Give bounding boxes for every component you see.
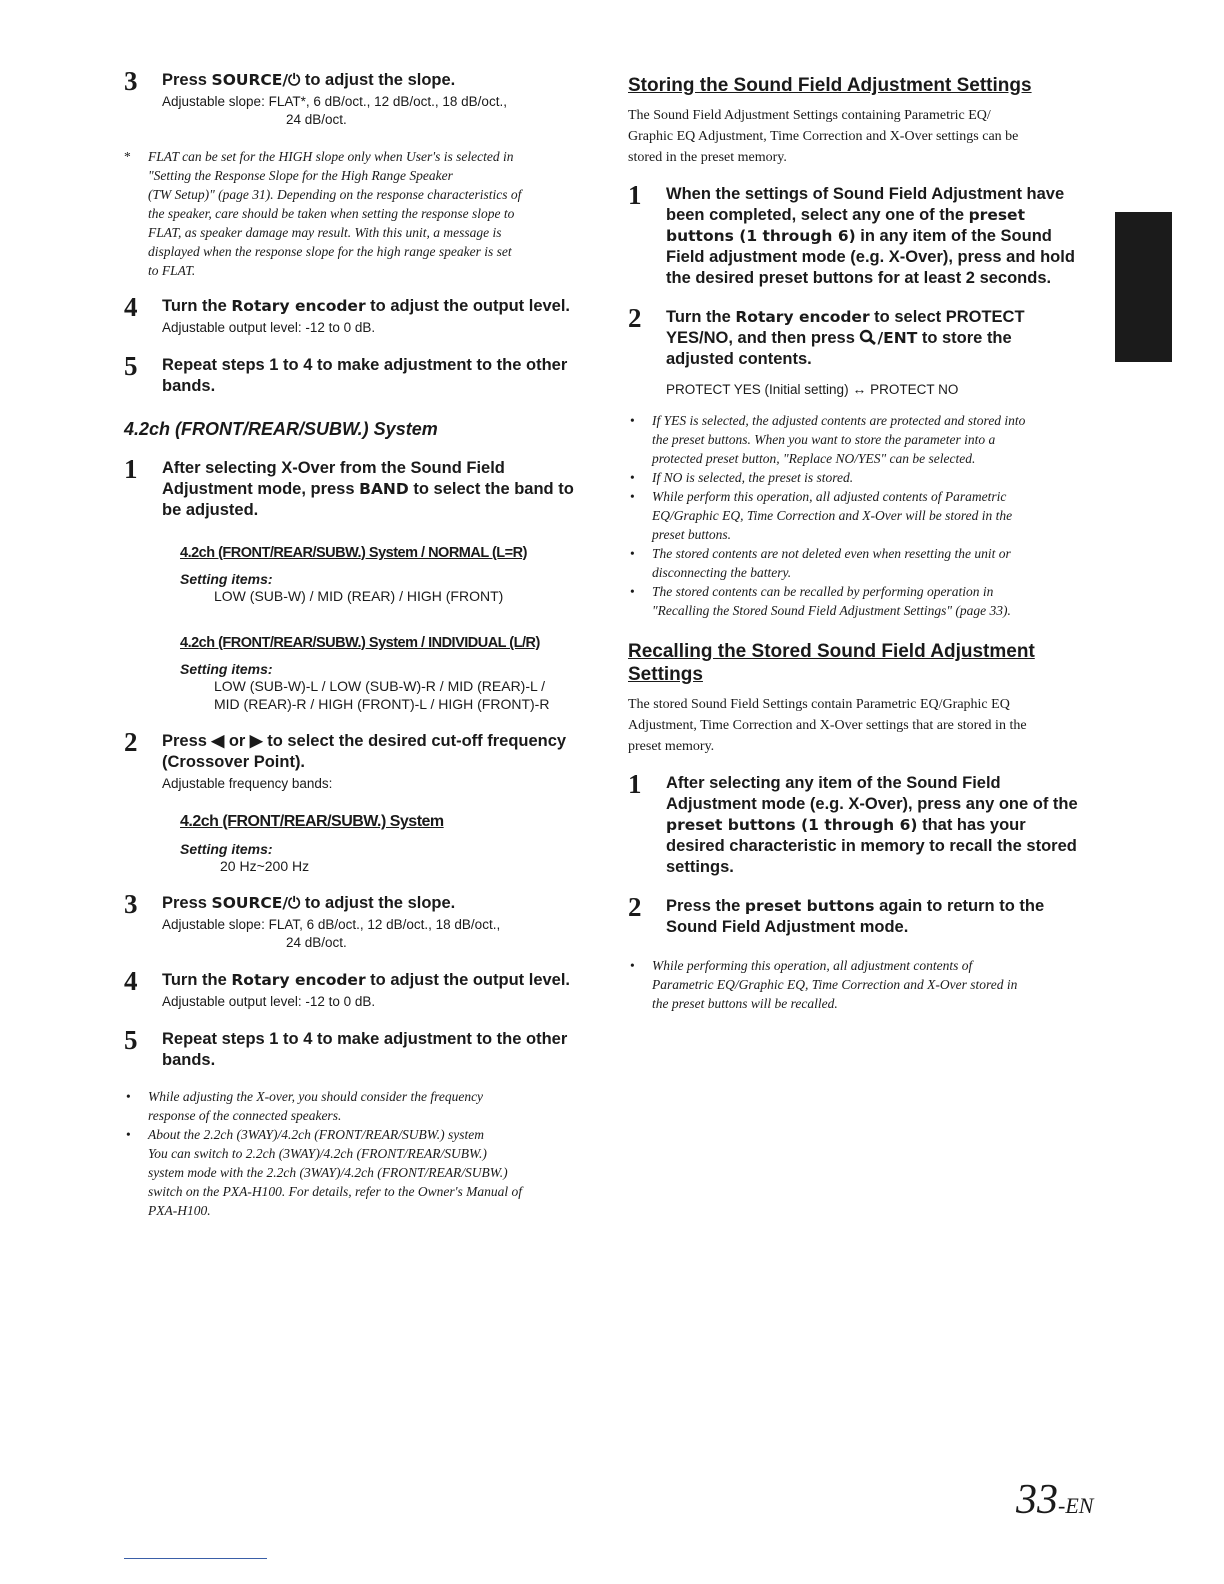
left-arrow-icon: ◀ xyxy=(211,732,225,750)
step-title: Repeat steps 1 to 4 to make adjustment to the other bands. xyxy=(162,356,568,395)
footer-divider xyxy=(124,1558,267,1559)
page-number: 33-EN xyxy=(1016,1477,1094,1523)
step-title: Turn the Rotary encoder to adjust the output level. xyxy=(162,297,571,315)
list-item: • If NO is selected, the preset is stored. xyxy=(628,468,1100,487)
preset-buttons-key: preset buttons (1 through 6) xyxy=(666,816,918,834)
power-icon: ⏻ xyxy=(288,894,301,912)
list-item: • While perform this operation, all adjusted contents of Parametric EQ/Graphic EQ, Time Correction and X-Over will be stored in the preset buttons. xyxy=(628,487,1100,544)
left-column xyxy=(124,66,604,1220)
list-item: • While adjusting the X-over, you should consider the frequency response of the connected speakers. xyxy=(124,1087,604,1125)
individual-heading: 4.2ch (FRONT/REAR/SUBW.) System / INDIVIDUAL (L/R) xyxy=(180,635,540,651)
step-detail: Adjustable output level: -12 to 0 dB. xyxy=(162,320,376,335)
step-number: 4 xyxy=(124,966,138,996)
step-number: 2 xyxy=(628,303,642,333)
list-item: • If YES is selected, the adjusted contents are protected and stored into the preset buttons. When you want to store the parameter into a protected preset button, "Replace NO/YES" can be selected. xyxy=(628,411,1100,468)
step-4-output-level xyxy=(124,966,604,1011)
preset-key: preset xyxy=(968,206,1025,224)
setting-items-value: LOW (SUB-W) / MID (REAR) / HIGH (FRONT) xyxy=(214,588,504,604)
recalling-step-2 xyxy=(628,892,1100,938)
source-key: SOURCE/ xyxy=(211,71,289,89)
preset-buttons-key: preset buttons xyxy=(744,897,875,915)
step-5-repeat xyxy=(124,351,604,397)
rotary-encoder-key: Rotary encoder xyxy=(231,297,366,315)
step-title: Press ◀ or ▶ to select the desired cut-off frequency (Crossover Point). xyxy=(162,732,567,771)
step-3-slope xyxy=(124,889,604,952)
list-item: • The stored contents can be recalled by performing operation in "Recalling the Stored Sound Field Adjustment Settings" (page 33). xyxy=(628,582,1100,620)
storing-heading: Storing the Sound Field Adjustment Settings xyxy=(628,75,1032,96)
step-number: 2 xyxy=(124,727,138,757)
step-detail: PROTECT YES (Initial setting) ↔ PROTECT NO xyxy=(666,381,959,397)
storing-step-2 xyxy=(628,303,1100,399)
step-detail: Adjustable frequency bands: xyxy=(162,776,333,791)
storing-body: The Sound Field Adjustment Settings containing Parametric EQ/ Graphic EQ Adjustment, Time Correction and X-Over settings can be stored in the preset memory. xyxy=(628,108,1019,165)
step-title: After selecting X-Over from the Sound Field Adjustment mode, press BAND to select the band to be adjusted. xyxy=(162,459,574,519)
list-item: • The stored contents are not deleted even when resetting the unit or disconnecting the battery. xyxy=(628,544,1100,582)
step-detail: Adjustable output level: -12 to 0 dB. xyxy=(162,994,376,1009)
step-title: Turn the Rotary encoder to adjust the output level. xyxy=(162,971,571,989)
recalling-heading: Recalling the Stored Sound Field Adjustment Settings xyxy=(628,641,1035,685)
recalling-notes-list xyxy=(628,956,1100,1013)
normal-block xyxy=(124,545,604,605)
list-item: • About the 2.2ch (3WAY)/4.2ch (FRONT/REAR/SUBW.) system You can switch to 2.2ch (3WAY)/4.2ch (FRONT/REAR/SUBW.) system mode with the 2.2ch (3WAY)/4.2ch (FRONT/REAR/SUBW.) switch on the PXA-H100. For details, refer to the Owner's Manual of PXA-H100. xyxy=(124,1125,604,1220)
step-number: 1 xyxy=(628,180,642,210)
step-number: 3 xyxy=(124,889,138,919)
step-number: 4 xyxy=(124,292,138,322)
recalling-body: The stored Sound Field Settings contain Parametric EQ/Graphic EQ Adjustment, Time Correction and X-Over settings that are stored in the preset memory. xyxy=(628,697,1027,754)
step-number: 1 xyxy=(628,769,642,799)
ent-key: /ENT xyxy=(877,329,918,347)
step-5-repeat xyxy=(124,1025,604,1071)
step-number: 5 xyxy=(124,1025,138,1055)
step-3-slope xyxy=(124,66,604,129)
normal-heading: 4.2ch (FRONT/REAR/SUBW.) System / NORMAL (L=R) xyxy=(180,545,527,561)
right-arrow-icon: ▶ xyxy=(249,732,263,750)
step-2-cutoff-frequency xyxy=(124,727,604,793)
notes-list xyxy=(124,1087,604,1220)
list-item: • While performing this operation, all adjustment contents of Parametric EQ/Graphic EQ, Time Correction and X-Over stored in the preset buttons will be recalled. xyxy=(628,956,1100,1013)
storing-step-1 xyxy=(628,180,1100,289)
step-title: Turn the Rotary encoder to select PROTECT YES/NO, and then press /ENT to store the adjusted contents. xyxy=(666,308,1025,368)
setting-items-label: Setting items: xyxy=(180,841,273,857)
setting-items-label: Setting items: xyxy=(180,571,273,587)
step-title: When the settings of Sound Field Adjustment have been completed, select any one of the preset buttons (1 through 6) in any item of the Sound Field adjustment mode (e.g. X-Over), press and hold the desired preset buttons for at least 2 seconds. xyxy=(666,185,1075,287)
source-key: SOURCE/ xyxy=(211,894,289,912)
storing-notes-list xyxy=(628,411,1100,620)
step-number: 3 xyxy=(124,66,138,96)
recalling-step-1 xyxy=(628,769,1100,878)
step-number: 1 xyxy=(124,454,138,484)
asterisk-mark: * xyxy=(124,149,131,164)
step-4-output-level xyxy=(124,292,604,337)
section-title: 4.2ch (FRONT/REAR/SUBW.) System xyxy=(124,419,438,439)
power-icon: ⏻ xyxy=(288,71,301,89)
asterisk-note: * FLAT can be set for the HIGH slope only when User's is selected in "Setting the Response Slope for the High Range Speaker (TW Setup)" (page 31). Depending on the response characteristics of the speaker, care should be taken when setting the response slope to FLAT, as speaker damage may result. With this unit, a message is displayed when the response slope for the high range speaker is set to FLAT. xyxy=(124,149,522,278)
system-block xyxy=(124,813,604,875)
double-arrow-icon: ↔ xyxy=(852,381,867,397)
rotary-encoder-key: Rotary encoder xyxy=(231,971,366,989)
right-column xyxy=(628,74,1100,1013)
band-key: BAND xyxy=(359,480,409,498)
rotary-encoder-key: Rotary encoder xyxy=(735,308,870,326)
step-number: 2 xyxy=(628,892,642,922)
preset-buttons-key: buttons (1 through 6) xyxy=(666,227,856,245)
step-detail: Adjustable slope: FLAT*, 6 dB/oct., 12 dB/oct., 18 dB/oct., 24 dB/oct. xyxy=(162,94,507,127)
setting-items-value: 20 Hz~200 Hz xyxy=(220,858,310,874)
setting-items-label: Setting items: xyxy=(180,661,273,677)
step-title: Press the preset buttons again to return to the Sound Field Adjustment mode. xyxy=(666,897,1045,936)
step-title: After selecting any item of the Sound Field Adjustment mode (e.g. X-Over), press any one of the preset buttons (1 through 6) that has your desired characteristic in memory to recall the stored settings. xyxy=(666,774,1078,876)
section-tab-marker xyxy=(1115,212,1172,362)
system-heading: 4.2ch (FRONT/REAR/SUBW.) System xyxy=(180,813,444,830)
step-title: Press SOURCE/⏻ to adjust the slope. xyxy=(162,71,456,89)
search-icon xyxy=(859,329,877,347)
step-title: Repeat steps 1 to 4 to make adjustment to the other bands. xyxy=(162,1030,568,1069)
step-title: Press SOURCE/⏻ to adjust the slope. xyxy=(162,894,456,912)
setting-items-value: LOW (SUB-W)-L / LOW (SUB-W)-R / MID (REAR)-L / MID (REAR)-R / HIGH (FRONT)-L / HIGH (FRONT)-R xyxy=(214,678,550,712)
step-detail: Adjustable slope: FLAT, 6 dB/oct., 12 dB/oct., 18 dB/oct., 24 dB/oct. xyxy=(162,917,501,950)
individual-block xyxy=(124,635,604,713)
step-1-select-band xyxy=(124,454,604,521)
step-number: 5 xyxy=(124,351,138,381)
